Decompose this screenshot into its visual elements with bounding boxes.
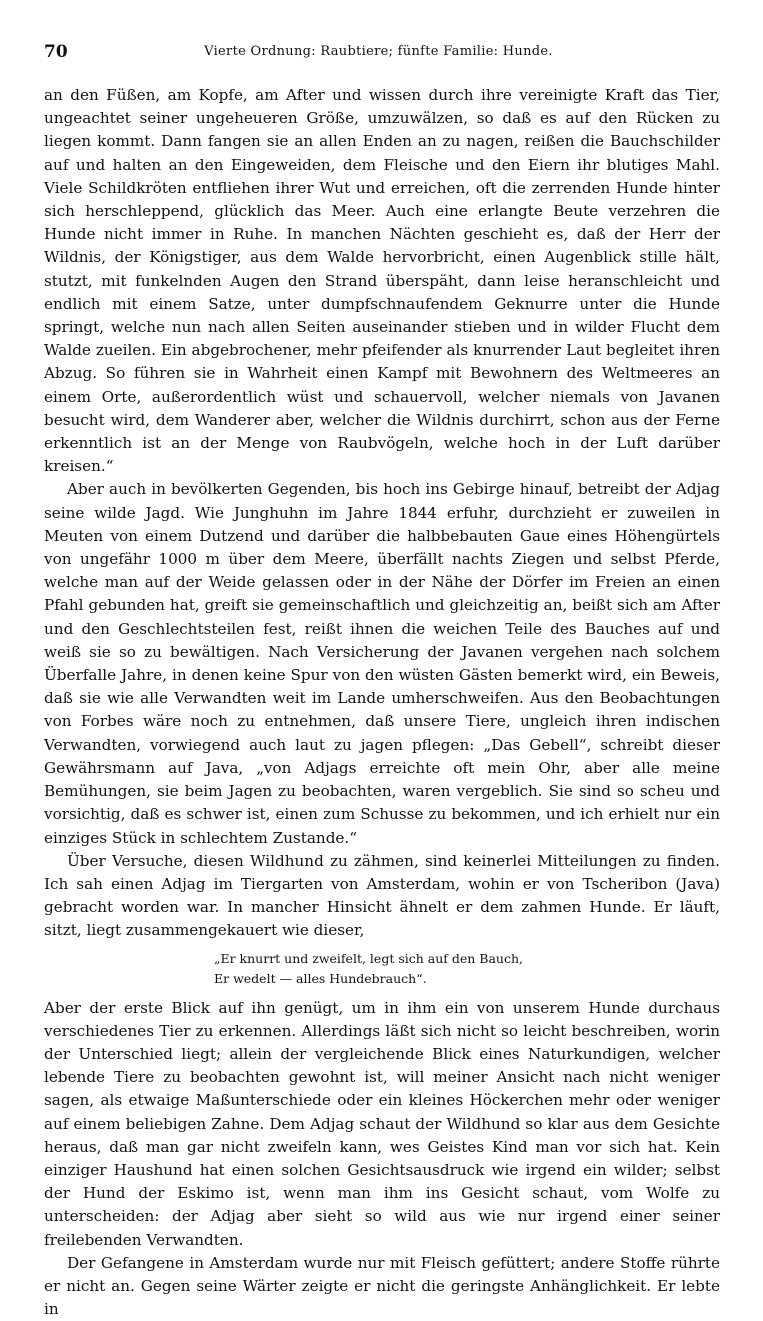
page-number: 70 xyxy=(44,42,68,62)
paragraph: Über Versuche, diesen Wildhund zu zähmen, sind keinerlei Mitteilungen zu finden. Ich sah einen Adjag im Tiergarten von Amsterdam, wohin er von Tscheribon (Java) gebracht worden war. In mancher Hinsicht ähnelt er dem zahmen Hunde. Er läuft, sitzt, liegt zusammengekauert wie dieser, xyxy=(44,851,720,940)
paragraph: Aber auch in bevölkerten Gegenden, bis hoch ins Gebirge hinauf, betreibt der Adjag seine wilde Jagd. Wie Junghuhn im Jahre 1844 erfuhr, durchzieht er zuweilen in Meuten von einem Dutzend und darüber die halbbebauten Gaue eines Höhengürtels von ungefähr 1000 m über dem Meere, überfällt nachts Ziegen und selbst Pferde, welche man auf der Weide gelassen oder in der Nähe der Dörfer im Freien an einen Pfahl gebunden hat, greift sie gemeinschaftlich und gleichzeitig an, beißt sich am After und den Geschlechtsteilen fest, reißt ihnen die weichen Teile des Bauches auf und weiß sie so zu bewältigen. Nach Versicherung der Javanen vergehen nach solchem Überfalle Jahre, in denen keine Spur von den wüsten Gästen bemerkt wird, ein Beweis, daß sie wie alle Verwandten weit im Lande umherschweifen. Aus den Beobachtungen von Forbes wäre noch zu entnehmen, daß unsere Tiere, ungleich ihren indischen Verwandten, vorwiegend auch laut zu jagen pflegen: „Das Gebell“, schreibt dieser Gewährsmann auf Java, „von Adjags erreichte oft mein Ohr, aber alle meine Bemühungen, sie beim Jagen zu beobachten, waren vergeblich. Sie sind so scheu und vorsichtig, daß es schwer ist, einen zum Schusse zu bekommen, und ich erhielt nur ein einziges Stück in schlechtem Zustande.“ xyxy=(44,480,720,847)
paragraph: Der Gefangene in Amsterdam wurde nur mit Fleisch gefüttert; andere Stoffe rührte er nicht an. Gegen seine Wärter zeigte er nicht die geringste Anhänglichkeit. Er lebte in xyxy=(44,1253,720,1319)
paragraph: an den Füßen, am Kopfe, am After und wissen durch ihre vereinigte Kraft das Tier, ungeachtet seiner ungeheueren Größe, umzuwälzen, so daß es auf den Rücken zu liegen kommt. Dann fangen sie an allen Enden an zu nagen, reißen die Bauchschilder auf und halten an den Eingeweiden, dem Fleische und den Eiern ihr blutiges Mahl. Viele Schildkröten entfliehen ihrer Wut und erreichen, oft die zerrenden Hunde hinter sich herschleppend, glücklich das Meer. Auch eine erlangte Beute verzehren die Hunde nicht immer in Ruhe. In manchen Nächten geschieht es, daß der Herr der Wildnis, der Königstiger, aus dem Walde hervorbricht, einen Augenblick stille hält, stutzt, mit funkelnden Augen den Strand überspäht, dann leise heranschleicht und endlich mit einem Satze, unter dumpfschnaufendem Geknurre unter die Hunde springt, welche nun nach allen Seiten auseinander stieben und in wilder Flucht dem Walde zueilen. Ein abgebrochener, mehr pfeifender als knurrender Laut begleitet ihren Abzug. So führen sie in Wahrheit einen Kampf mit Bewohnern des Weltmeeres an einem Orte, außerordentlich wüst und schauervoll, welcher niemals von Javanen besucht wird, dem Wanderer aber, welcher die Wildnis durchirrt, schon aus der Ferne erkenntlich ist an der Menge von Raubvögeln, welche hoch in der Luft darüber kreisen.“ xyxy=(44,86,720,476)
paragraph: Aber der erste Blick auf ihn genügt, um in ihm ein von unserem Hunde durchaus verschiedenes Tier zu erkennen. Allerdings läßt sich nicht so leicht beschreiben, worin der Unterschied liegt; allein der vergleichende Blick eines Naturkundigen, welcher lebende Tiere zu beobachten gewohnt ist, will meiner Ansicht nach nicht weniger sagen, als etwaige Maßunterschiede oder ein kleines Höckerchen mehr oder weniger auf einem beliebigen Zahne. Dem Adjag schaut der Wildhund so klar aus dem Gesichte heraus, daß man gar nicht zweifeln kann, wes Geistes Kind man vor sich hat. Kein einziger Haushund hat einen solchen Gesichtsausdruck wie irgend ein wilder; selbst der Hund der Eskimo ist, wenn man ihm ins Gesicht schaut, vom Wolfe zu unterscheiden: der Adjag aber sieht so wild aus wie nur irgend einer seiner freilebenden Verwandten. xyxy=(44,998,720,1249)
running-head: Vierte Ordnung: Raubtiere; fünfte Familie: Hunde. xyxy=(204,44,553,59)
verse-line: „Er knurrt und zweifelt, legt sich auf den Bauch, xyxy=(214,950,523,966)
body-text xyxy=(44,84,720,1321)
verse-line: Er wedelt — alles Hundebrauch“. xyxy=(214,970,427,986)
verse-quote xyxy=(214,949,720,989)
page-header xyxy=(44,42,713,64)
